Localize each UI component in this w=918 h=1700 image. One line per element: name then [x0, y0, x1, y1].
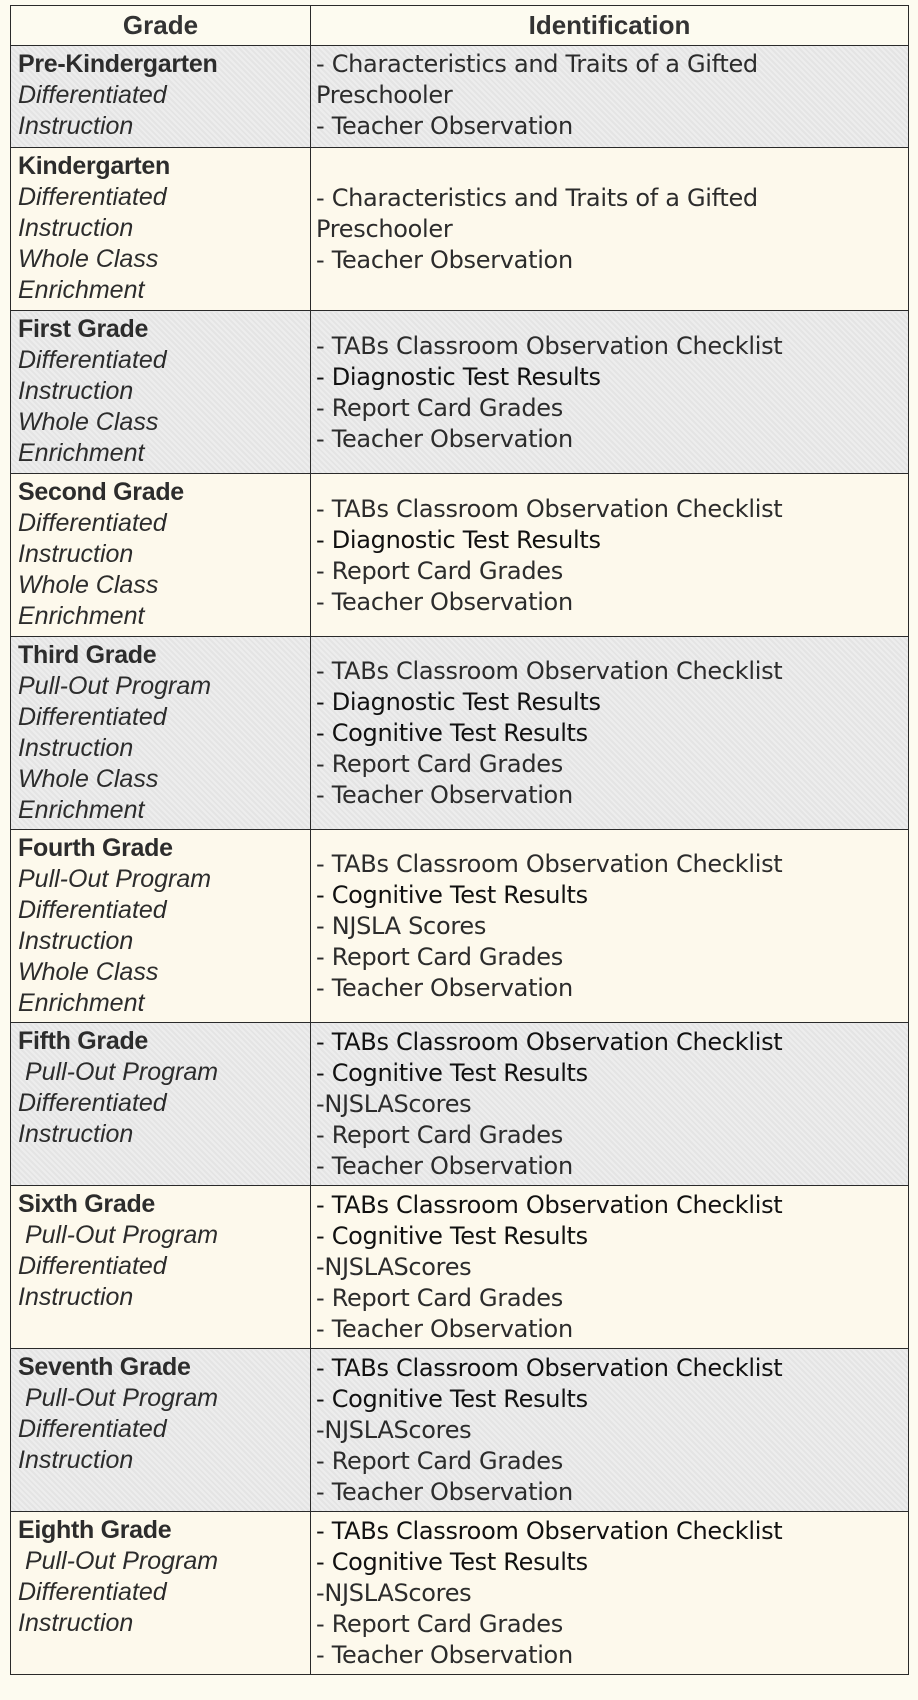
table-row — [11, 1186, 909, 1349]
grade-cell — [11, 1023, 311, 1186]
table-row — [11, 637, 909, 830]
identification-cell — [311, 830, 909, 1023]
identification-item: - Report Card Grades — [316, 393, 563, 422]
gifted-identification-table — [10, 5, 909, 1675]
grade-cell — [11, 637, 311, 830]
identification-item: - Report Card Grades — [316, 1610, 563, 1638]
program-line: Instruction — [18, 1609, 134, 1637]
identification-item: - Teacher Observation — [316, 1478, 573, 1506]
program-line: Whole Class — [18, 765, 159, 793]
grade-cell — [11, 1512, 311, 1675]
table-row — [11, 1512, 909, 1675]
identification-item: - Teacher Observation — [316, 974, 573, 1002]
grade-name: Pre-Kindergarten — [18, 50, 218, 78]
grade-cell — [11, 311, 311, 474]
identification-item: - Cognitive Test Results — [316, 1548, 588, 1576]
identification-item: - Diagnostic Test Results — [316, 525, 601, 554]
program-line: Whole Class — [18, 958, 159, 986]
program-line: Instruction — [18, 112, 134, 140]
identification-item: - Report Card Grades — [316, 1284, 563, 1312]
identification-item: - Characteristics and Traits of a Gifted — [316, 50, 758, 78]
program-line: Differentiated — [18, 703, 167, 731]
table-row — [11, 830, 909, 1023]
identification-item: Preschooler — [316, 215, 453, 243]
program-line: Differentiated — [18, 81, 167, 109]
identification-column-header: Identification — [311, 6, 909, 46]
grade-name: Third Grade — [18, 641, 157, 669]
identification-item: -NJSLAScores — [316, 1090, 472, 1118]
program-line: Differentiated — [18, 1415, 167, 1443]
identification-item: - Teacher Observation — [316, 781, 573, 809]
program-line: Enrichment — [18, 796, 145, 824]
program-line: Whole Class — [18, 408, 159, 436]
program-line: Enrichment — [18, 276, 145, 304]
identification-item: - TABs Classroom Observation Checklist — [316, 331, 783, 360]
program-line: Differentiated — [18, 1578, 167, 1606]
identification-item: - TABs Classroom Observation Checklist — [316, 494, 783, 523]
program-line: Enrichment — [18, 439, 145, 467]
identification-item: - NJSLA Scores — [316, 912, 487, 940]
program-line: Instruction — [18, 734, 134, 762]
identification-item: - TABs Classroom Observation Checklist — [316, 1517, 783, 1545]
program-line: Differentiated — [18, 183, 167, 211]
program-line: Instruction — [18, 1446, 134, 1474]
identification-cell — [311, 1186, 909, 1349]
program-line: Pull-Out Program — [18, 865, 212, 893]
identification-item: - TABs Classroom Observation Checklist — [316, 850, 783, 878]
identification-item: -NJSLAScores — [316, 1579, 472, 1607]
grade-cell — [11, 46, 311, 148]
identification-cell — [311, 474, 909, 637]
grade-name: Fifth Grade — [18, 1027, 149, 1055]
program-line: Instruction — [18, 540, 134, 568]
program-line: Instruction — [18, 1120, 134, 1148]
identification-item: -NJSLAScores — [316, 1416, 472, 1444]
table-body — [11, 46, 909, 1675]
grade-name: Fourth Grade — [18, 834, 173, 862]
program-line: Enrichment — [18, 602, 145, 630]
table-row — [11, 311, 909, 474]
identification-item: - Teacher Observation — [316, 1641, 573, 1669]
program-line: Differentiated — [18, 896, 167, 924]
identification-item: - Cognitive Test Results — [316, 1059, 588, 1087]
identification-item: - TABs Classroom Observation Checklist — [316, 1028, 783, 1056]
identification-item: - Cognitive Test Results — [316, 1222, 588, 1250]
identification-item: -NJSLAScores — [316, 1253, 472, 1281]
identification-item: - Report Card Grades — [316, 1121, 563, 1149]
identification-cell — [311, 1349, 909, 1512]
identification-item: - Diagnostic Test Results — [316, 688, 601, 716]
program-line: Differentiated — [18, 346, 167, 374]
grade-name: Seventh Grade — [18, 1353, 191, 1381]
identification-item: - Teacher Observation — [316, 246, 573, 274]
program-line: Pull-Out Program — [18, 672, 212, 700]
identification-item: - Characteristics and Traits of a Gifted — [316, 184, 758, 212]
table-row — [11, 474, 909, 637]
identification-item: - Teacher Observation — [316, 587, 573, 616]
identification-item: - Cognitive Test Results — [316, 1385, 588, 1413]
identification-item: - Teacher Observation — [316, 1315, 573, 1343]
grade-name: Kindergarten — [18, 152, 170, 180]
identification-item: Preschooler — [316, 81, 453, 109]
grade-name: Second Grade — [18, 478, 184, 506]
grade-cell — [11, 148, 311, 311]
program-line: Pull-Out Program — [18, 1547, 219, 1575]
identification-cell — [311, 1512, 909, 1675]
identification-item: - Report Card Grades — [316, 1447, 563, 1475]
identification-item: - Teacher Observation — [316, 1152, 573, 1180]
identification-cell — [311, 1023, 909, 1186]
identification-item: - Teacher Observation — [316, 424, 573, 453]
header-row — [11, 6, 909, 46]
identification-item: - Teacher Observation — [316, 112, 573, 140]
identification-cell — [311, 46, 909, 148]
identification-item: - Cognitive Test Results — [316, 881, 588, 909]
grade-cell — [11, 1186, 311, 1349]
program-line: Pull-Out Program — [18, 1221, 219, 1249]
table-row — [11, 1349, 909, 1512]
program-line: Enrichment — [18, 989, 145, 1017]
grade-cell — [11, 1349, 311, 1512]
identification-item: - Report Card Grades — [316, 750, 563, 778]
grade-cell — [11, 474, 311, 637]
program-line: Pull-Out Program — [18, 1058, 219, 1086]
program-line: Pull-Out Program — [18, 1384, 219, 1412]
grade-name: First Grade — [18, 315, 149, 343]
identification-item: - TABs Classroom Observation Checklist — [316, 657, 783, 685]
program-line: Instruction — [18, 214, 134, 242]
program-line: Whole Class — [18, 245, 159, 273]
program-line: Instruction — [18, 1283, 134, 1311]
program-line: Instruction — [18, 377, 134, 405]
program-line: Instruction — [18, 927, 134, 955]
program-line: Whole Class — [18, 571, 159, 599]
grade-column-header: Grade — [11, 6, 311, 46]
identification-item: - Report Card Grades — [316, 556, 563, 585]
table-row — [11, 148, 909, 311]
identification-cell — [311, 637, 909, 830]
program-line: Differentiated — [18, 1089, 167, 1117]
grade-name: Sixth Grade — [18, 1190, 156, 1218]
table-row — [11, 1023, 909, 1186]
identification-item: - Cognitive Test Results — [316, 719, 588, 747]
table-row — [11, 46, 909, 148]
identification-item: - TABs Classroom Observation Checklist — [316, 1354, 783, 1382]
identification-cell — [311, 311, 909, 474]
identification-cell — [311, 148, 909, 311]
identification-item: - Diagnostic Test Results — [316, 362, 601, 391]
program-line: Differentiated — [18, 1252, 167, 1280]
grade-cell — [11, 830, 311, 1023]
identification-item: - TABs Classroom Observation Checklist — [316, 1191, 783, 1219]
program-line: Differentiated — [18, 509, 167, 537]
identification-item: - Report Card Grades — [316, 943, 563, 971]
grade-name: Eighth Grade — [18, 1516, 172, 1544]
